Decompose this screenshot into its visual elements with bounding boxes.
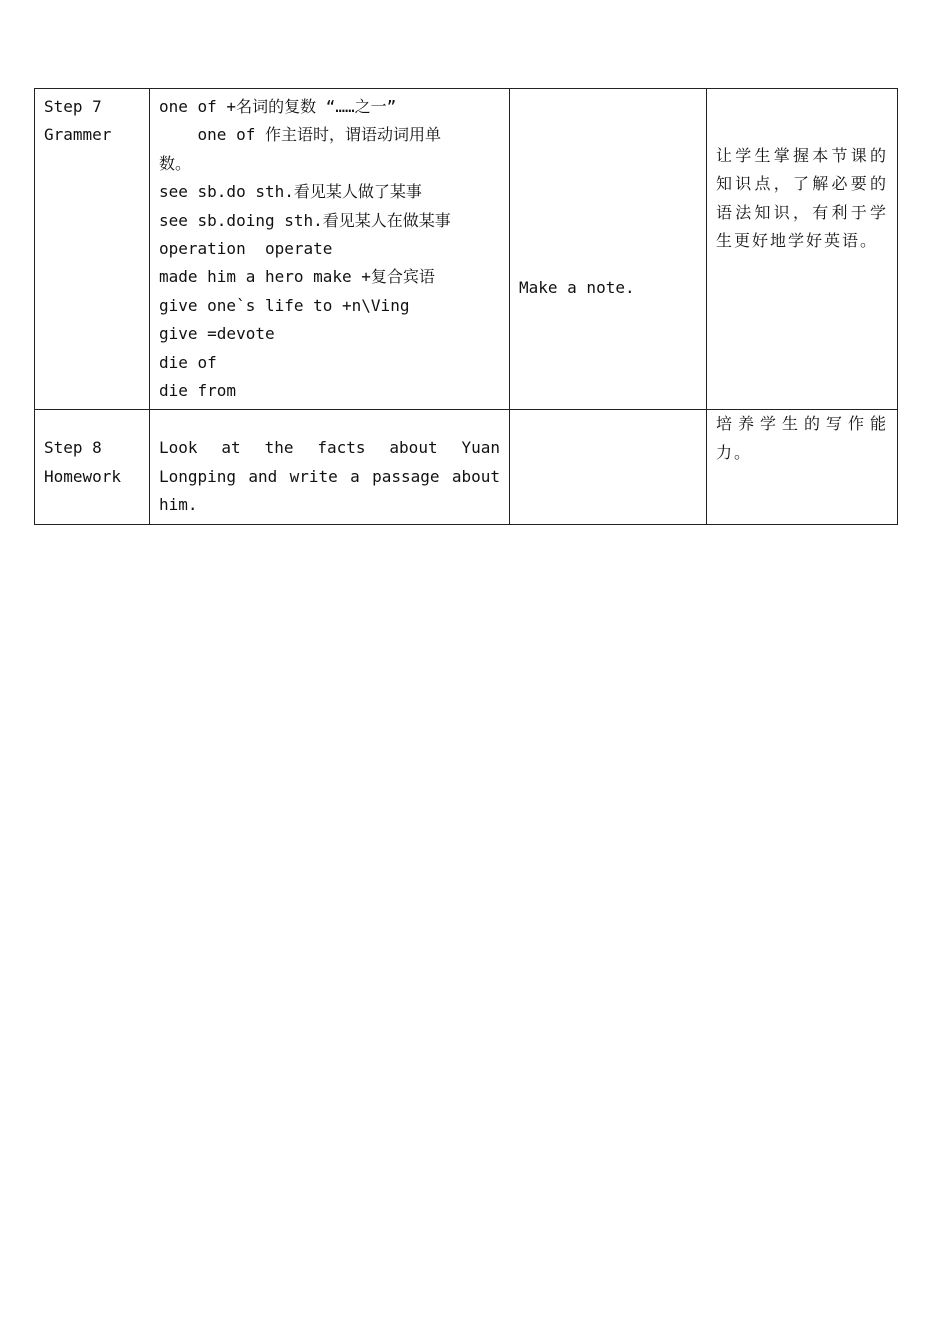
content-line: 数。 xyxy=(159,153,192,173)
content-line: Longping and write a passage about xyxy=(159,466,500,486)
content-line: see sb.do sth.看见某人做了某事 xyxy=(159,182,422,202)
content-line: die from xyxy=(159,381,237,401)
step-title: Grammer xyxy=(44,125,112,145)
content-line: him. xyxy=(159,495,198,515)
activity-cell xyxy=(510,410,707,524)
step-number: Step 8 xyxy=(44,438,102,458)
content-line: one of +名词的复数 “……之一” xyxy=(159,97,397,116)
aim-cell xyxy=(707,410,898,524)
content-line: see sb.doing sth.看见某人在做某事 xyxy=(159,210,451,230)
step-cell xyxy=(35,410,150,524)
content-line: operation operate xyxy=(159,239,333,259)
content-line: die of xyxy=(159,352,217,372)
aim-text: 培养学生的写作能力。 xyxy=(716,414,888,462)
step-number: Step 7 xyxy=(44,97,102,116)
content-cell xyxy=(150,410,510,524)
table-row-step-8 xyxy=(35,410,898,524)
activity-cell xyxy=(510,89,707,410)
step-title: Homework xyxy=(44,466,122,486)
content-line: one of 作主语时，谓语动词用单 xyxy=(159,125,441,145)
lesson-plan-table xyxy=(34,88,898,525)
activity-text: Make a note. xyxy=(519,278,635,298)
content-line: give =devote xyxy=(159,324,275,344)
content-line: made him a hero make +复合宾语 xyxy=(159,267,435,287)
step-cell xyxy=(35,89,150,410)
content-line: give one`s life to +n\Ving xyxy=(159,295,410,315)
content-cell xyxy=(150,89,510,410)
table-row-step-7 xyxy=(35,89,898,410)
content-line: Look at the facts about Yuan xyxy=(159,438,500,458)
aim-text: 让学生掌握本节课的知识点，了解必要的语法知识，有利于学生更好地学好英语。 xyxy=(716,146,888,251)
aim-cell xyxy=(707,89,898,410)
